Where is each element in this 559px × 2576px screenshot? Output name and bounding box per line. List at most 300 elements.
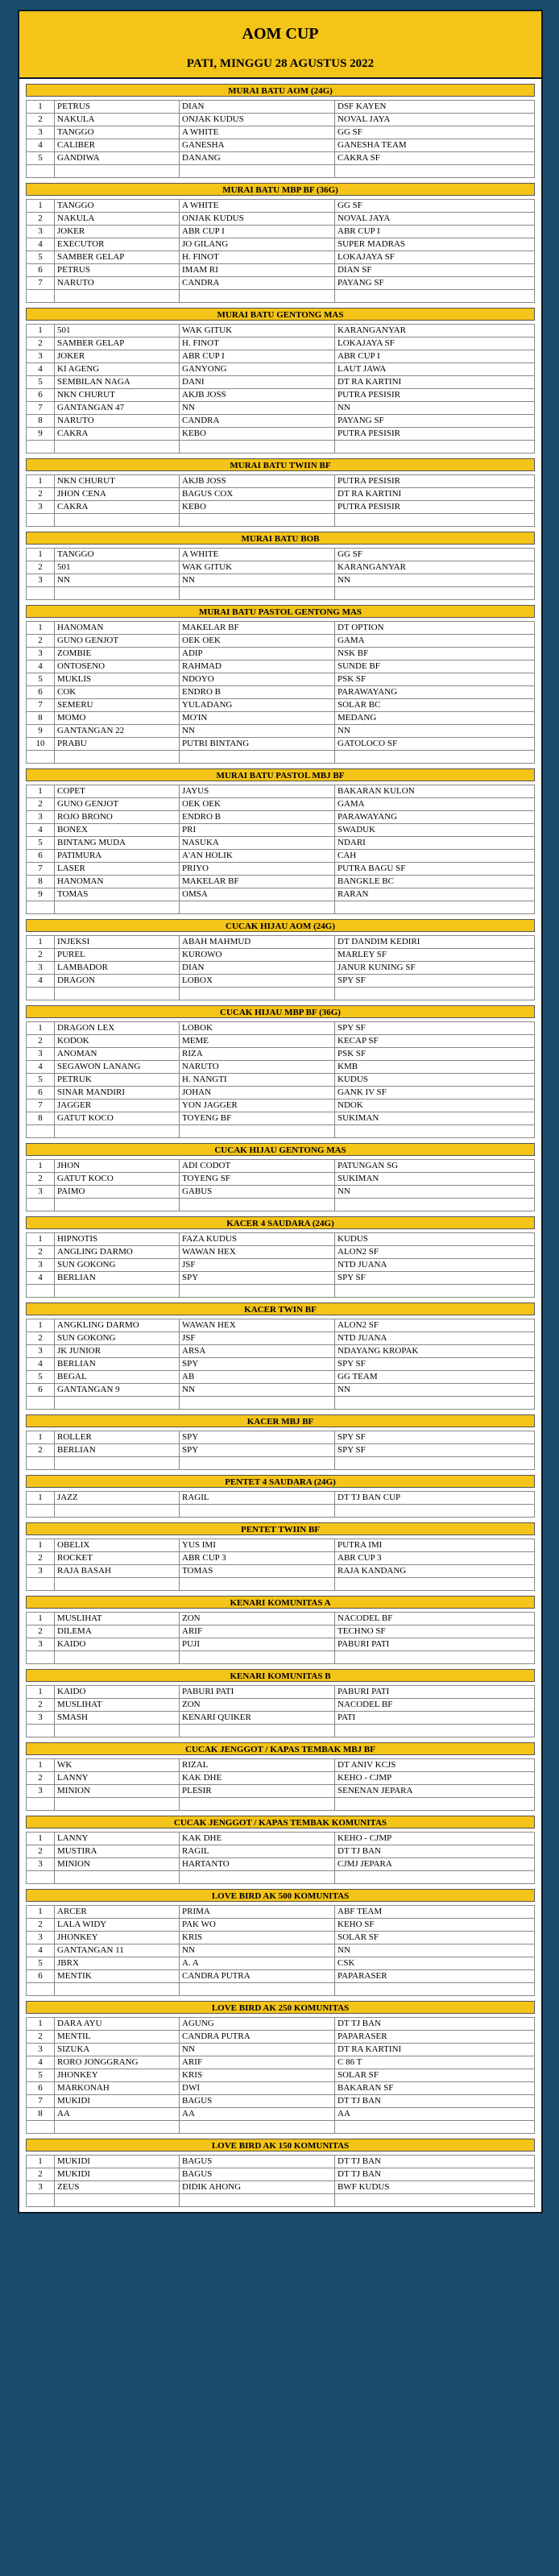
rank-cell: 1 — [27, 1492, 55, 1505]
bird-name-cell: CAKRA — [55, 428, 180, 441]
table-row — [27, 1100, 535, 1112]
rank-cell: 4 — [27, 661, 55, 673]
rank-cell: 7 — [27, 402, 55, 415]
team-cell: NTD JUANA — [335, 1259, 535, 1272]
team-cell: NN — [335, 402, 535, 415]
owner-cell: H. FINOT — [180, 251, 335, 264]
owner-cell: MAKELAR BF — [180, 622, 335, 635]
bird-name-cell: DARA AYU — [55, 2018, 180, 2031]
bird-name-cell: NAKULA — [55, 213, 180, 226]
team-cell: NOVAL JAYA — [335, 114, 535, 126]
rank-cell: 1 — [27, 1759, 55, 1772]
rank-cell: 3 — [27, 1186, 55, 1199]
team-cell: KECAP SF — [335, 1035, 535, 1048]
owner-cell: KENARI QUIKER — [180, 1712, 335, 1725]
results-table — [26, 100, 535, 178]
bird-name-cell: MARKONAH — [55, 2082, 180, 2095]
rank-cell: 6 — [27, 389, 55, 402]
rank-cell: 8 — [27, 415, 55, 428]
category-section — [26, 1522, 535, 1591]
table-row — [27, 277, 535, 290]
table-row-empty — [27, 1457, 535, 1470]
team-cell: BANGKLE BC — [335, 876, 535, 888]
table-row — [27, 1539, 535, 1552]
team-cell: PAPARASER — [335, 2031, 535, 2044]
table-row — [27, 1074, 535, 1087]
bird-name-cell: MUKIDI — [55, 2156, 180, 2168]
owner-cell: ONJAK KUDUS — [180, 114, 335, 126]
results-table — [26, 621, 535, 764]
results-table — [26, 324, 535, 453]
team-cell: DIAN SF — [335, 264, 535, 277]
bird-name-cell: BEGAL — [55, 1371, 180, 1384]
owner-cell: BAGUS — [180, 2156, 335, 2168]
bird-name-cell: PRABU — [55, 738, 180, 751]
category-section — [26, 1742, 535, 1811]
table-row — [27, 2168, 535, 2181]
rank-cell: 2 — [27, 338, 55, 350]
team-cell: NACODEL BF — [335, 1699, 535, 1712]
owner-cell: YUS IMI — [180, 1539, 335, 1552]
rank-cell: 1 — [27, 1431, 55, 1444]
table-row — [27, 2082, 535, 2095]
table-row — [27, 1565, 535, 1578]
owner-cell: NN — [180, 574, 335, 587]
bird-name-cell: 501 — [55, 325, 180, 338]
bird-name-cell: 501 — [55, 561, 180, 574]
owner-cell: ZON — [180, 1613, 335, 1626]
owner-cell: DANI — [180, 376, 335, 389]
rank-cell: 1 — [27, 1539, 55, 1552]
rank-cell: 8 — [27, 712, 55, 725]
bird-name-cell: BONEX — [55, 824, 180, 837]
rank-cell: 1 — [27, 549, 55, 561]
bird-name-cell: GATUT KOCO — [55, 1173, 180, 1186]
team-cell: GAMA — [335, 635, 535, 648]
table-row — [27, 798, 535, 811]
table-row — [27, 712, 535, 725]
table-row-empty — [27, 290, 535, 303]
owner-cell: DIAN — [180, 101, 335, 114]
table-row — [27, 1613, 535, 1626]
category-title: LOVE BIRD AK 150 KOMUNITAS — [26, 2139, 535, 2151]
owner-cell: DANANG — [180, 152, 335, 165]
results-table — [26, 1832, 535, 1884]
team-cell: LOKAJAYA SF — [335, 338, 535, 350]
rank-cell: 2 — [27, 798, 55, 811]
rank-cell: 2 — [27, 1444, 55, 1457]
rank-cell: 1 — [27, 1319, 55, 1332]
owner-cell: PLESIR — [180, 1785, 335, 1798]
rank-cell: 2 — [27, 1173, 55, 1186]
table-row-empty — [27, 751, 535, 764]
bird-name-cell: DILEMA — [55, 1626, 180, 1638]
owner-cell: KRIS — [180, 1932, 335, 1944]
category-title: MURAI BATU PASTOL GENTONG MAS — [26, 605, 535, 618]
team-cell: RARAN — [335, 888, 535, 901]
table-row — [27, 1371, 535, 1384]
owner-cell: ABR CUP 3 — [180, 1552, 335, 1565]
owner-cell: CANDRA PUTRA — [180, 2031, 335, 2044]
table-row — [27, 1833, 535, 1845]
bird-name-cell: JOKER — [55, 350, 180, 363]
table-row — [27, 1431, 535, 1444]
results-table — [26, 1319, 535, 1410]
rank-cell: 3 — [27, 1858, 55, 1871]
owner-cell: NASUKA — [180, 837, 335, 850]
bird-name-cell: KAIDO — [55, 1686, 180, 1699]
owner-cell: AGUNG — [180, 2018, 335, 2031]
table-row — [27, 1160, 535, 1173]
team-cell: SOLAR SF — [335, 2069, 535, 2082]
table-row — [27, 622, 535, 635]
table-row — [27, 2056, 535, 2069]
owner-cell: PRIMA — [180, 1906, 335, 1919]
table-row — [27, 1332, 535, 1345]
rank-cell: 1 — [27, 1613, 55, 1626]
rank-cell: 7 — [27, 277, 55, 290]
table-row — [27, 661, 535, 673]
team-cell: DSF KAYEN — [335, 101, 535, 114]
table-row — [27, 251, 535, 264]
team-cell: TECHNO SF — [335, 1626, 535, 1638]
owner-cell: KUROWO — [180, 949, 335, 962]
category-title: KENARI KOMUNITAS A — [26, 1596, 535, 1609]
table-row — [27, 824, 535, 837]
rank-cell: 3 — [27, 1048, 55, 1061]
bird-name-cell: HANOMAN — [55, 622, 180, 635]
table-row — [27, 975, 535, 988]
table-row — [27, 2069, 535, 2082]
results-table — [26, 1905, 535, 1996]
rank-cell: 5 — [27, 1074, 55, 1087]
team-cell: GANK IV SF — [335, 1087, 535, 1100]
bird-name-cell: HANOMAN — [55, 876, 180, 888]
bird-name-cell: TOMAS — [55, 888, 180, 901]
category-section — [26, 1889, 535, 1996]
category-section — [26, 919, 535, 1000]
category-title: KACER TWIN BF — [26, 1302, 535, 1315]
rank-cell: 3 — [27, 1345, 55, 1358]
results-table — [26, 785, 535, 914]
owner-cell: LOBOX — [180, 975, 335, 988]
table-row — [27, 1845, 535, 1858]
category-section — [26, 1816, 535, 1884]
team-cell: RAJA KANDANG — [335, 1565, 535, 1578]
results-table — [26, 1685, 535, 1737]
category-title: MURAI BATU TWIIN BF — [26, 458, 535, 471]
table-row — [27, 1087, 535, 1100]
team-cell: SUKIMAN — [335, 1173, 535, 1186]
team-cell: PATI — [335, 1712, 535, 1725]
category-section — [26, 605, 535, 764]
bird-name-cell: GUNO GENJOT — [55, 798, 180, 811]
category-section — [26, 1669, 535, 1737]
team-cell: PSK SF — [335, 1048, 535, 1061]
table-row — [27, 1035, 535, 1048]
owner-cell: RIZA — [180, 1048, 335, 1061]
owner-cell: YON JAGGER — [180, 1100, 335, 1112]
bird-name-cell: JHONKEY — [55, 1932, 180, 1944]
table-row — [27, 673, 535, 686]
table-row — [27, 1186, 535, 1199]
table-row-empty — [27, 514, 535, 527]
team-cell: BAKARAN SF — [335, 2082, 535, 2095]
table-row — [27, 850, 535, 863]
bird-name-cell: MUKIDI — [55, 2095, 180, 2108]
owner-cell: BAGUS — [180, 2168, 335, 2181]
team-cell: ABR CUP I — [335, 226, 535, 238]
table-row — [27, 1970, 535, 1983]
rank-cell: 9 — [27, 725, 55, 738]
rank-cell: 2 — [27, 114, 55, 126]
team-cell: SENENAN JEPARA — [335, 1785, 535, 1798]
bird-name-cell: GUNO GENJOT — [55, 635, 180, 648]
rank-cell: 2 — [27, 2168, 55, 2181]
rank-cell: 2 — [27, 1626, 55, 1638]
owner-cell: KEBO — [180, 501, 335, 514]
table-row — [27, 1319, 535, 1332]
team-cell: GAMA — [335, 798, 535, 811]
rank-cell: 4 — [27, 363, 55, 376]
bird-name-cell: JHON CENA — [55, 488, 180, 501]
owner-cell: ARSA — [180, 1345, 335, 1358]
team-cell: PUTRA PESISIR — [335, 501, 535, 514]
bird-name-cell: LALA WIDY — [55, 1919, 180, 1932]
table-row-empty — [27, 1285, 535, 1298]
category-title: MURAI BATU PASTOL MBJ BF — [26, 768, 535, 781]
bird-name-cell: ROLLER — [55, 1431, 180, 1444]
rank-cell: 2 — [27, 1845, 55, 1858]
table-row-empty — [27, 1397, 535, 1410]
table-row — [27, 139, 535, 152]
category-section — [26, 1143, 535, 1211]
rank-cell: 5 — [27, 376, 55, 389]
team-cell: DT DANDIM KEDIRI — [335, 936, 535, 949]
team-cell: NN — [335, 1384, 535, 1397]
owner-cell: AB — [180, 1371, 335, 1384]
team-cell: LAUT JAWA — [335, 363, 535, 376]
rank-cell: 4 — [27, 139, 55, 152]
table-row — [27, 725, 535, 738]
bird-name-cell: TANGGO — [55, 126, 180, 139]
bird-name-cell: JHONKEY — [55, 2069, 180, 2082]
bird-name-cell: LANNY — [55, 1772, 180, 1785]
owner-cell: H. NANGTI — [180, 1074, 335, 1087]
bird-name-cell: SEMBILAN NAGA — [55, 376, 180, 389]
owner-cell: ABR CUP I — [180, 350, 335, 363]
owner-cell: OMSA — [180, 888, 335, 901]
category-title: MURAI BATU GENTONG MAS — [26, 308, 535, 321]
team-cell: ABR CUP I — [335, 350, 535, 363]
table-row — [27, 549, 535, 561]
table-row — [27, 1272, 535, 1285]
table-row — [27, 811, 535, 824]
owner-cell: DIDIK AHONG — [180, 2181, 335, 2194]
bird-name-cell: EXECUTOR — [55, 238, 180, 251]
team-cell: NN — [335, 1186, 535, 1199]
rank-cell: 2 — [27, 1332, 55, 1345]
table-row — [27, 1048, 535, 1061]
bird-name-cell: GANTANGAN 9 — [55, 1384, 180, 1397]
category-title: CUCAK HIJAU MBP BF (36G) — [26, 1005, 535, 1018]
owner-cell: ABAH MAHMUD — [180, 936, 335, 949]
bird-name-cell: NARUTO — [55, 415, 180, 428]
team-cell: ABF TEAM — [335, 1906, 535, 1919]
bird-name-cell: KI AGENG — [55, 363, 180, 376]
rank-cell: 7 — [27, 863, 55, 876]
table-row — [27, 1957, 535, 1970]
bird-name-cell: COPET — [55, 785, 180, 798]
rank-cell: 5 — [27, 251, 55, 264]
table-row — [27, 785, 535, 798]
team-cell: PARAWAYANG — [335, 686, 535, 699]
team-cell: DT RA KARTINI — [335, 376, 535, 389]
table-row — [27, 1759, 535, 1772]
bird-name-cell: LANNY — [55, 1833, 180, 1845]
rank-cell: 3 — [27, 1638, 55, 1651]
category-title: CUCAK HIJAU GENTONG MAS — [26, 1143, 535, 1156]
rank-cell: 3 — [27, 226, 55, 238]
table-row-empty — [27, 1983, 535, 1996]
rank-cell: 8 — [27, 2108, 55, 2121]
results-table — [26, 935, 535, 1000]
bird-name-cell: JHON — [55, 1160, 180, 1173]
team-cell: KUDUS — [335, 1074, 535, 1087]
rank-cell: 4 — [27, 1944, 55, 1957]
table-row — [27, 1944, 535, 1957]
team-cell: PSK SF — [335, 673, 535, 686]
rank-cell: 1 — [27, 1160, 55, 1173]
team-cell: DT OPTION — [335, 622, 535, 635]
table-row-empty — [27, 441, 535, 453]
owner-cell: JSF — [180, 1259, 335, 1272]
bird-name-cell: JBRX — [55, 1957, 180, 1970]
table-row-empty — [27, 1199, 535, 1211]
table-row — [27, 648, 535, 661]
rank-cell: 5 — [27, 837, 55, 850]
bird-name-cell: ROCKET — [55, 1552, 180, 1565]
category-title: KACER MBJ BF — [26, 1414, 535, 1427]
rank-cell: 1 — [27, 325, 55, 338]
rank-cell: 6 — [27, 850, 55, 863]
table-row-empty — [27, 1871, 535, 1884]
rank-cell: 3 — [27, 501, 55, 514]
team-cell: SUPER MADRAS — [335, 238, 535, 251]
bird-name-cell: GATUT KOCO — [55, 1112, 180, 1125]
team-cell: NN — [335, 574, 535, 587]
bird-name-cell: PATIMURA — [55, 850, 180, 863]
team-cell: DT TJ BAN CUP — [335, 1492, 535, 1505]
rank-cell: 2 — [27, 213, 55, 226]
table-row — [27, 428, 535, 441]
rank-cell: 8 — [27, 876, 55, 888]
rank-cell: 7 — [27, 699, 55, 712]
owner-cell: PUJI — [180, 1638, 335, 1651]
bird-name-cell: PETRUS — [55, 264, 180, 277]
owner-cell: A WHITE — [180, 549, 335, 561]
results-table — [26, 1431, 535, 1470]
team-cell: CSK — [335, 1957, 535, 1970]
rank-cell: 4 — [27, 2056, 55, 2069]
rank-cell: 6 — [27, 1087, 55, 1100]
bird-name-cell: NAKULA — [55, 114, 180, 126]
bird-name-cell: SEGAWON LANANG — [55, 1061, 180, 1074]
owner-cell: YULADANG — [180, 699, 335, 712]
table-row-empty — [27, 1798, 535, 1811]
results-table — [26, 2017, 535, 2134]
results-table — [26, 474, 535, 527]
bird-name-cell: PETRUK — [55, 1074, 180, 1087]
team-cell: SPY SF — [335, 975, 535, 988]
owner-cell: RIZAL — [180, 1759, 335, 1772]
table-row — [27, 1492, 535, 1505]
bird-name-cell: MINION — [55, 1858, 180, 1871]
bird-name-cell: JAGGER — [55, 1100, 180, 1112]
owner-cell: KAK DHE — [180, 1772, 335, 1785]
rank-cell: 5 — [27, 2069, 55, 2082]
bird-name-cell: KAIDO — [55, 1638, 180, 1651]
owner-cell: AKJB JOSS — [180, 475, 335, 488]
rank-cell: 2 — [27, 2031, 55, 2044]
results-sheet — [18, 10, 543, 2214]
rank-cell: 3 — [27, 1565, 55, 1578]
owner-cell: RAHMAD — [180, 661, 335, 673]
bird-name-cell: RAJA BASAH — [55, 1565, 180, 1578]
bird-name-cell: ARCER — [55, 1906, 180, 1919]
team-cell: MEDANG — [335, 712, 535, 725]
owner-cell: MEME — [180, 1035, 335, 1048]
owner-cell: PABURI PATI — [180, 1686, 335, 1699]
table-row — [27, 501, 535, 514]
bird-name-cell: SAMBER GELAP — [55, 338, 180, 350]
owner-cell: LOBOK — [180, 1022, 335, 1035]
table-row-empty — [27, 988, 535, 1000]
rank-cell: 3 — [27, 126, 55, 139]
results-table — [26, 1758, 535, 1811]
bird-name-cell: KODOK — [55, 1035, 180, 1048]
rank-cell: 7 — [27, 1100, 55, 1112]
rank-cell: 3 — [27, 1259, 55, 1272]
team-cell: DT TJ BAN — [335, 1845, 535, 1858]
table-row — [27, 488, 535, 501]
team-cell: ALON2 SF — [335, 1319, 535, 1332]
table-row — [27, 738, 535, 751]
results-table — [26, 1021, 535, 1138]
owner-cell: TOYENG BF — [180, 1112, 335, 1125]
rank-cell: 1 — [27, 1833, 55, 1845]
table-row — [27, 402, 535, 415]
table-row — [27, 699, 535, 712]
category-section — [26, 2139, 535, 2207]
team-cell: NN — [335, 725, 535, 738]
rank-cell: 6 — [27, 2082, 55, 2095]
category-title: CUCAK JENGGOT / KAPAS TEMBAK KOMUNITAS — [26, 1816, 535, 1828]
table-row — [27, 389, 535, 402]
rank-cell: 4 — [27, 1061, 55, 1074]
results-table — [26, 199, 535, 303]
bird-name-cell: CAKRA — [55, 501, 180, 514]
table-row — [27, 1384, 535, 1397]
rank-cell: 5 — [27, 1957, 55, 1970]
owner-cell: TOYENG SF — [180, 1173, 335, 1186]
table-row — [27, 2156, 535, 2168]
rank-cell: 10 — [27, 738, 55, 751]
owner-cell: ADIP — [180, 648, 335, 661]
team-cell: SPY SF — [335, 1431, 535, 1444]
results-table — [26, 1232, 535, 1298]
table-row — [27, 1785, 535, 1798]
